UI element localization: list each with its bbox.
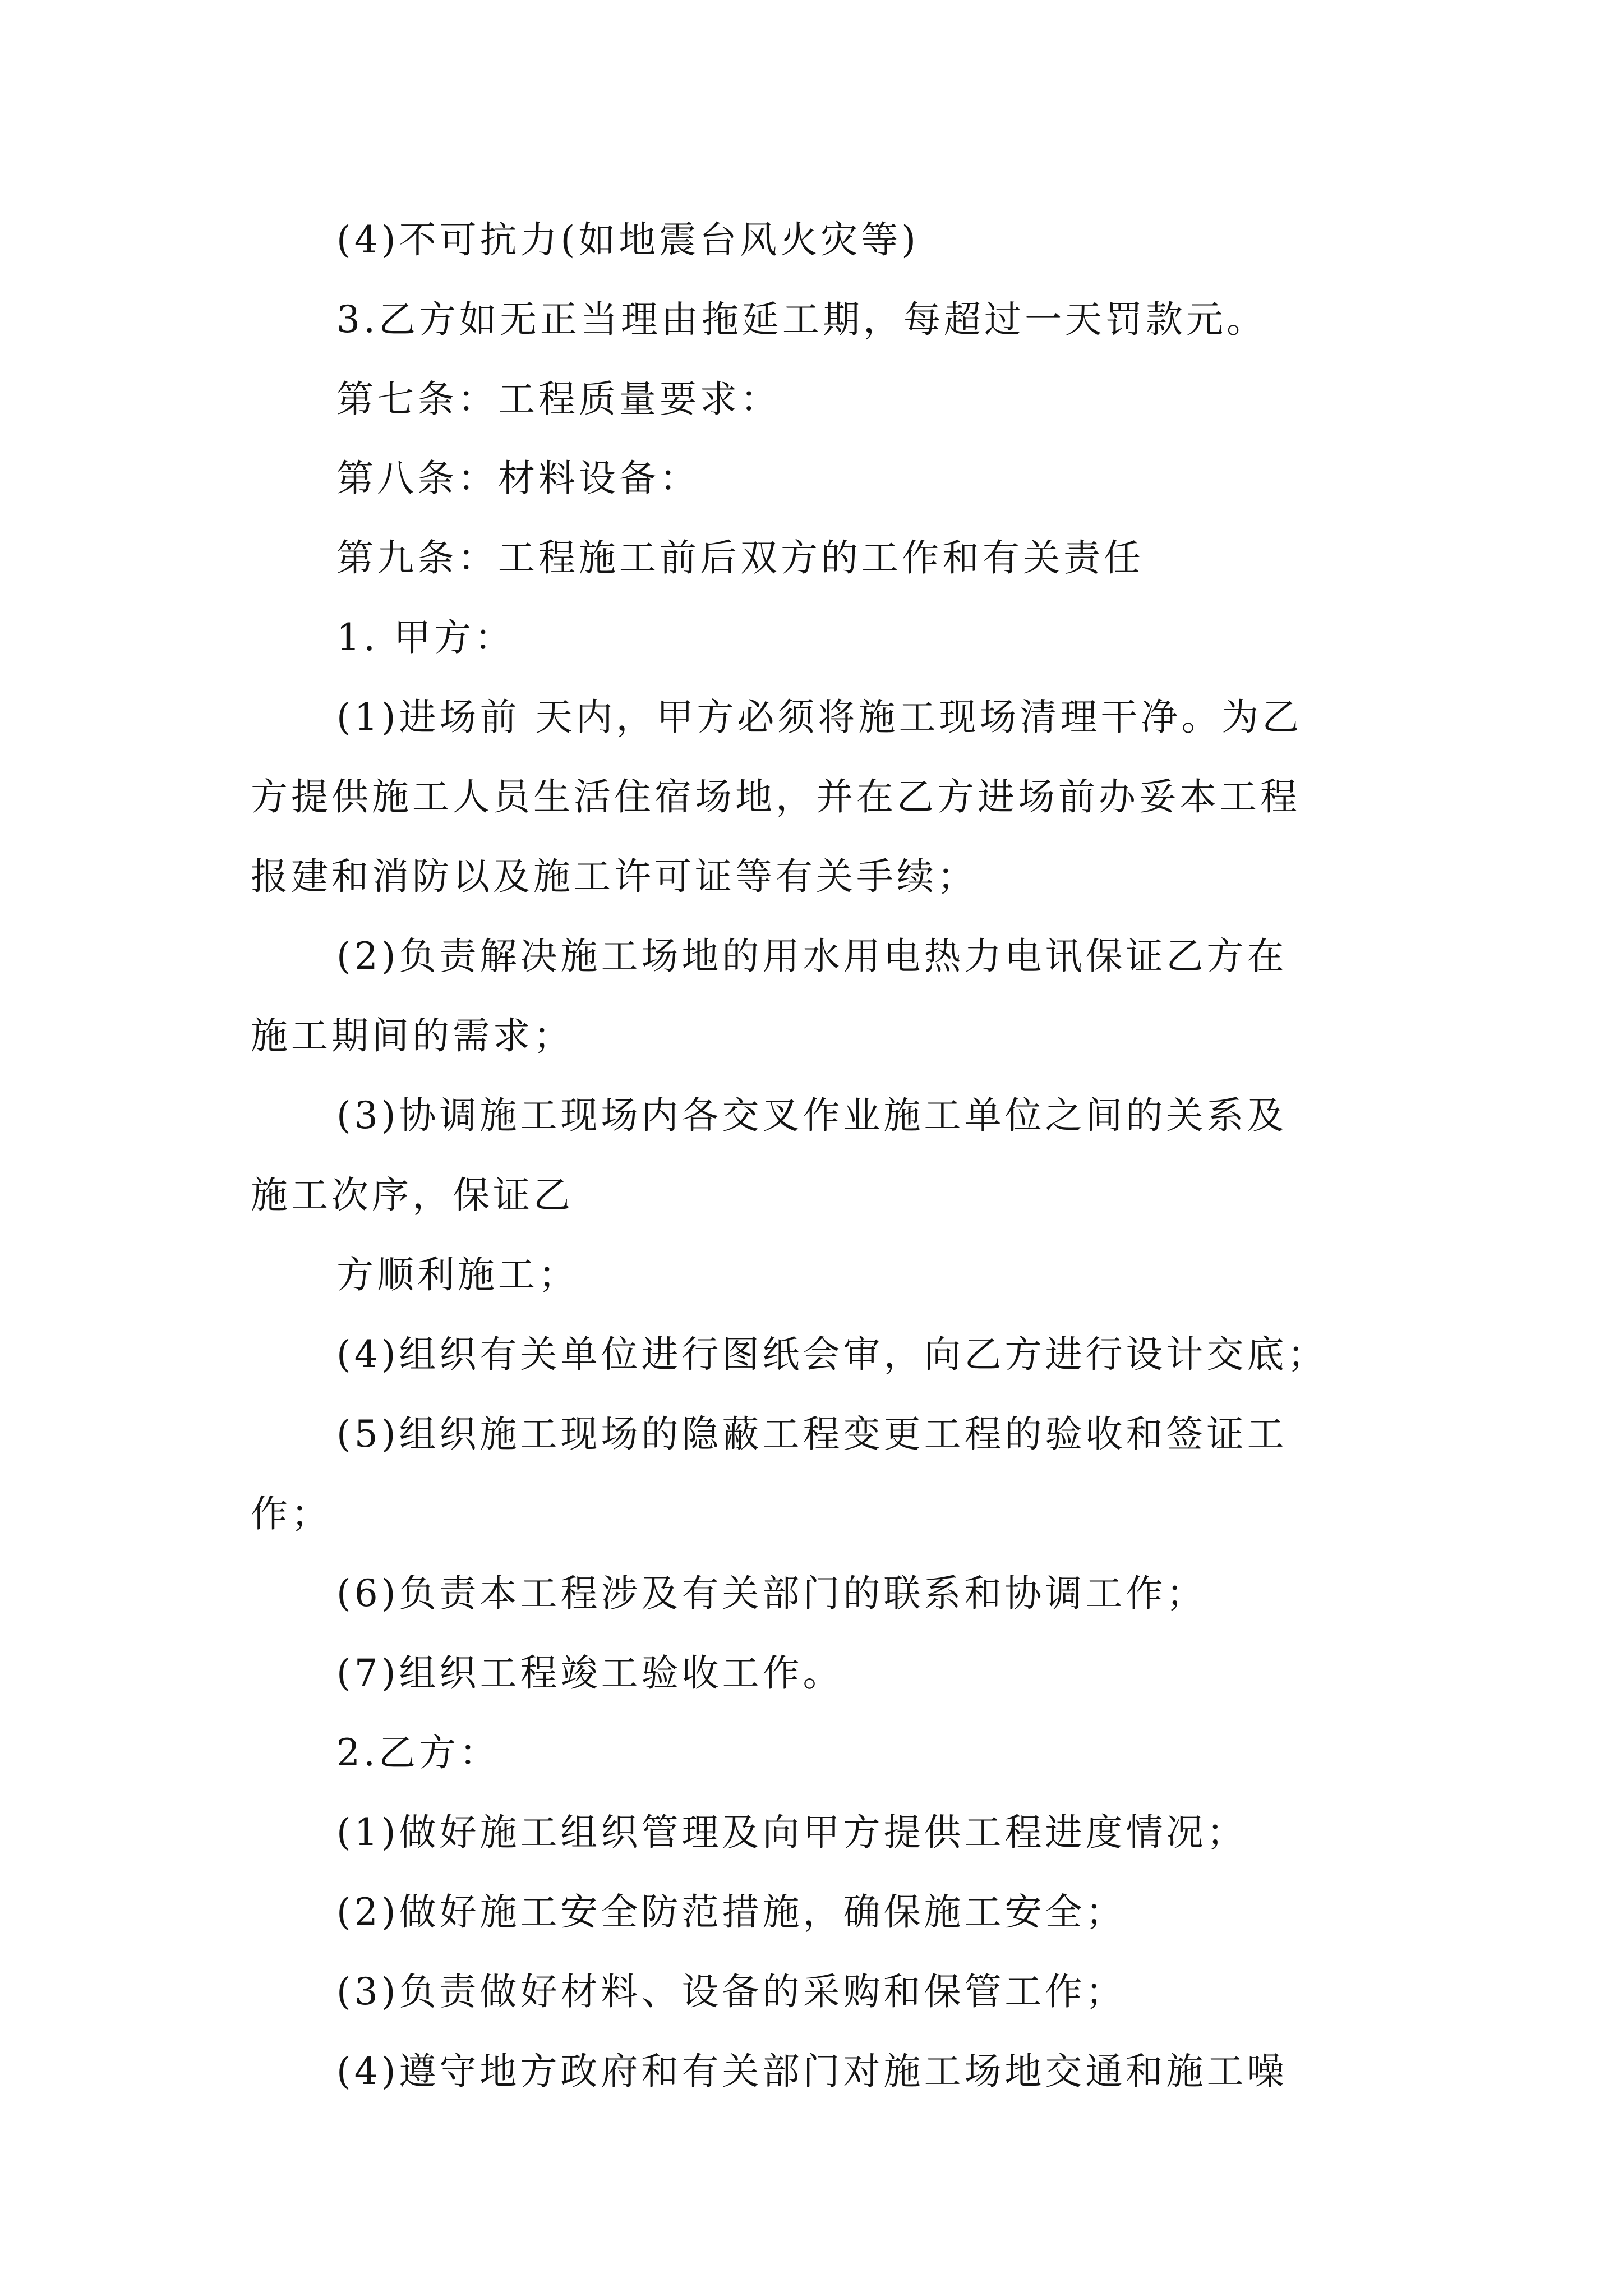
section-heading: 第八条：材料设备：	[336, 457, 700, 500]
text-line: (1)做好施工组织管理及向甲方提供工程进度情况；	[336, 1811, 1247, 1854]
text-line: 施工次序，保证乙	[251, 1174, 574, 1217]
text-line: 施工期间的需求；	[251, 1014, 574, 1057]
text-line: (2)做好施工安全防范措施，确保施工安全；	[336, 1890, 1126, 1934]
text-line: 3.乙方如无正当理由拖延工期，每超过一天罚款元。	[336, 298, 1267, 341]
text-line: (4)遵守地方政府和有关部门对施工场地交通和施工噪	[336, 2050, 1288, 2093]
text-line: 1. 甲方：	[336, 616, 515, 659]
text-line: 作；	[251, 1492, 331, 1535]
text-line: (3)负责做好材料、设备的采购和保管工作；	[336, 1970, 1126, 2013]
text-line: (5)组织施工现场的隐蔽工程变更工程的验收和签证工	[336, 1412, 1288, 1456]
text-line: 方顺利施工；	[336, 1253, 579, 1296]
text-line: (4)组织有关单位进行图纸会审，向乙方进行设计交底；	[336, 1333, 1328, 1376]
text-line: (4)不可抗力(如地震台风火灾等)	[336, 218, 919, 261]
text-line: 方提供施工人员生活住宿场地，并在乙方进场前办妥本工程	[251, 775, 1301, 818]
section-heading: 第七条：工程质量要求：	[336, 378, 781, 421]
text-line: 报建和消防以及施工许可证等有关手续；	[251, 855, 978, 898]
text-line: 2.乙方：	[336, 1731, 500, 1774]
section-heading: 第九条：工程施工前后双方的工作和有关责任	[336, 536, 1144, 579]
text-line: (3)协调施工现场内各交叉作业施工单位之间的关系及	[336, 1094, 1288, 1137]
text-line: (6)负责本工程涉及有关部门的联系和协调工作；	[336, 1572, 1207, 1615]
text-line: (1)进场前 天内，甲方必须将施工现场清理干净。为乙	[336, 696, 1303, 739]
text-line: (2)负责解决施工场地的用水用电热力电讯保证乙方在	[336, 935, 1288, 978]
text-line: (7)组织工程竣工验收工作。	[336, 1651, 843, 1695]
